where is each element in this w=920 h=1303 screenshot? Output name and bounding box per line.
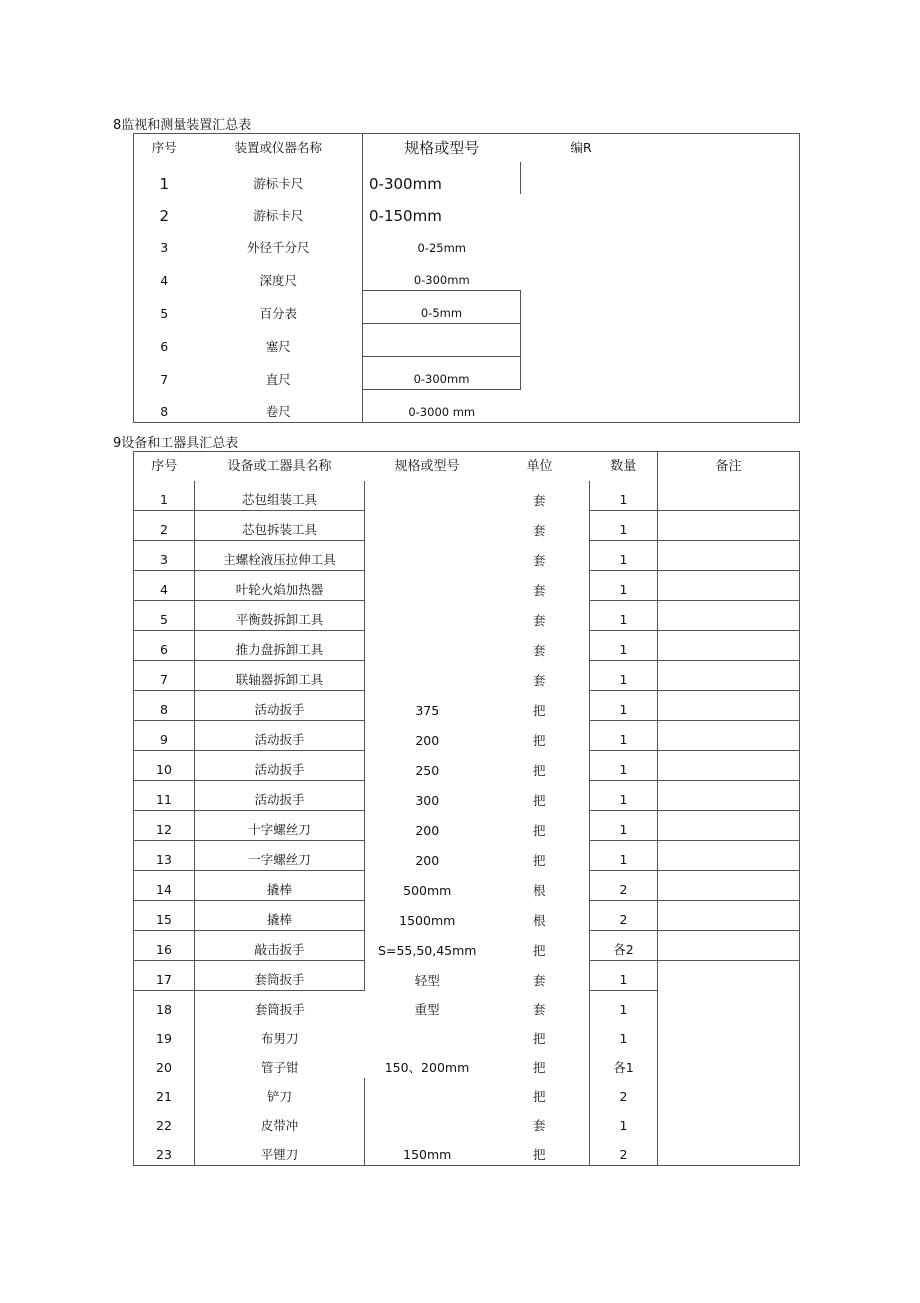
row-note [658, 811, 800, 841]
row-name: 铲刀 [195, 1078, 365, 1107]
table-row [134, 811, 800, 841]
row-spec: 150mm [365, 1136, 490, 1166]
row-note [658, 901, 800, 931]
row-name: 主螺栓液压拉伸工具 [195, 541, 365, 571]
row-name: 活动扳手 [195, 721, 365, 751]
table-row [134, 1078, 800, 1107]
header-qty: 数量 [610, 458, 637, 474]
row-no: 11 [134, 781, 195, 811]
row-unit: 套 [532, 552, 546, 568]
row-no: 1 [159, 175, 170, 193]
row-unit: 套 [532, 672, 546, 688]
row-qty: 1 [590, 511, 658, 541]
row-spec [365, 541, 490, 571]
row-name: 套筒扳手 [195, 991, 365, 1021]
row-no: 16 [134, 931, 195, 961]
table-header-row [134, 134, 800, 163]
row-name: 叶轮火焰加热器 [195, 571, 365, 601]
row-name: 直尺 [265, 371, 291, 387]
row-spec: 200 [365, 811, 490, 841]
row-spec: 0-5mm [363, 291, 521, 324]
row-no: 1 [134, 481, 195, 511]
row-name: 芯包拆装工具 [195, 511, 365, 541]
row-name: 布男刀 [195, 1020, 365, 1049]
row-name: 芯包组装工具 [195, 481, 365, 511]
row-no: 6 [134, 631, 195, 661]
row-spec [365, 1107, 490, 1136]
row-no: 12 [134, 811, 195, 841]
row-note [658, 1049, 800, 1078]
header-no: 序号 [151, 140, 177, 155]
table-row [134, 721, 800, 751]
table-row [134, 481, 800, 511]
row-unit: 套 [532, 972, 546, 988]
row-qty: 2 [590, 1078, 658, 1107]
equipment-rows [134, 481, 800, 1166]
row-spec: 200 [365, 721, 490, 751]
table-row [134, 1107, 800, 1136]
row-spec [365, 601, 490, 631]
row-no: 17 [134, 961, 195, 991]
table-row [134, 1020, 800, 1049]
row-name: 活动扳手 [195, 751, 365, 781]
row-unit: 套 [532, 522, 546, 538]
row-name: 百分表 [259, 305, 297, 321]
table-row [134, 571, 800, 601]
row-note [658, 481, 800, 511]
table-row [134, 691, 800, 721]
row-no: 8 [134, 691, 195, 721]
row-qty: 1 [590, 1020, 658, 1049]
row-unit: 根 [532, 882, 546, 898]
row-spec [365, 661, 490, 691]
row-name: 深度尺 [259, 272, 297, 288]
table-row [134, 841, 800, 871]
row-unit: 把 [532, 792, 546, 808]
row-qty: 1 [590, 661, 658, 691]
header-spec: 规格或型号 [394, 458, 460, 474]
row-name: 外径千分尺 [246, 240, 310, 255]
table-row [134, 291, 800, 324]
section2-title: 9设备和工器具汇总表 [113, 436, 239, 451]
row-note [658, 931, 800, 961]
row-spec [365, 1078, 490, 1107]
row-unit: 把 [532, 1147, 546, 1162]
row-no: 8 [160, 404, 169, 419]
row-unit: 套 [532, 642, 546, 658]
row-qty: 1 [590, 781, 658, 811]
row-spec [363, 324, 521, 357]
measuring-devices-table [133, 133, 800, 423]
header-name: 设备或工器具名称 [227, 458, 332, 474]
row-unit: 把 [532, 702, 546, 718]
row-note [658, 751, 800, 781]
table-row [134, 324, 800, 357]
table-row [134, 1049, 800, 1078]
row-name: 撬棒 [195, 871, 365, 901]
row-unit: 把 [532, 1031, 546, 1046]
row-spec [365, 511, 490, 541]
table-row [134, 511, 800, 541]
row-no: 4 [160, 272, 169, 288]
row-no: 9 [134, 721, 195, 751]
row-unit: 把 [532, 1089, 546, 1104]
row-spec: S=55,50,45mm [365, 931, 490, 961]
row-no: 23 [156, 1147, 172, 1162]
row-no: 5 [160, 305, 169, 321]
row-name: 管子钳 [195, 1049, 365, 1078]
row-no: 2 [134, 511, 195, 541]
table-row [134, 991, 800, 1021]
row-name: 卷尺 [265, 404, 291, 419]
table-row [134, 194, 800, 226]
table-row [134, 601, 800, 631]
row-note [658, 511, 800, 541]
row-name: 套筒扳手 [195, 961, 365, 991]
row-note [658, 631, 800, 661]
row-qty: 1 [590, 541, 658, 571]
table-row [134, 661, 800, 691]
header-code: 编R [570, 140, 592, 155]
row-spec: 250 [365, 751, 490, 781]
table-row [134, 541, 800, 571]
row-spec: 0-300mm [363, 162, 521, 194]
row-no: 3 [160, 240, 169, 255]
row-spec: 0-3000 mm [363, 390, 521, 423]
row-name: 平衡鼓拆卸工具 [195, 601, 365, 631]
row-name: 活动扳手 [195, 781, 365, 811]
row-spec [365, 571, 490, 601]
row-qty: 2 [590, 901, 658, 931]
row-qty: 1 [590, 751, 658, 781]
row-no: 22 [156, 1118, 172, 1133]
row-name: 联轴器拆卸工具 [195, 661, 365, 691]
row-name: 游标卡尺 [253, 176, 304, 191]
row-qty: 各2 [590, 931, 658, 961]
row-note [658, 871, 800, 901]
row-name: 一字螺丝刀 [195, 841, 365, 871]
row-no: 21 [156, 1089, 172, 1104]
row-unit: 套 [532, 612, 546, 628]
row-note [658, 541, 800, 571]
row-spec: 0-300mm [363, 357, 521, 390]
row-no: 6 [160, 338, 169, 354]
row-no: 14 [134, 871, 195, 901]
row-no: 13 [134, 841, 195, 871]
row-qty: 1 [590, 601, 658, 631]
row-unit: 把 [532, 942, 546, 958]
row-note [658, 721, 800, 751]
row-no: 5 [134, 601, 195, 631]
row-no: 3 [134, 541, 195, 571]
row-unit: 套 [532, 1002, 546, 1017]
row-spec: 200 [365, 841, 490, 871]
row-no: 10 [134, 751, 195, 781]
row-qty: 1 [590, 841, 658, 871]
row-name: 十字螺丝刀 [195, 811, 365, 841]
table-row [134, 162, 800, 194]
row-qty: 1 [590, 481, 658, 511]
row-no: 7 [160, 371, 169, 387]
row-note [658, 1078, 800, 1107]
table-row [134, 258, 800, 291]
row-note [658, 841, 800, 871]
row-qty: 1 [590, 631, 658, 661]
row-note [658, 661, 800, 691]
row-unit: 套 [532, 1118, 546, 1133]
row-spec: 500mm [365, 871, 490, 901]
row-name: 游标卡尺 [253, 208, 304, 223]
row-spec: 轻型 [365, 961, 490, 991]
row-no: 15 [134, 901, 195, 931]
row-spec: 150、200mm [384, 1060, 470, 1075]
table-row [134, 751, 800, 781]
row-unit: 套 [532, 492, 546, 508]
header-note: 备注 [658, 452, 800, 482]
table-row [134, 226, 800, 258]
row-spec: 375 [365, 691, 490, 721]
table-row [134, 781, 800, 811]
header-unit: 单位 [526, 458, 553, 474]
row-qty: 1 [590, 721, 658, 751]
row-qty: 1 [590, 811, 658, 841]
row-no: 18 [156, 1002, 172, 1017]
row-spec: 1500mm [365, 901, 490, 931]
header-name: 装置或仪器名称 [234, 140, 322, 155]
row-spec [365, 481, 490, 511]
row-note [658, 1020, 800, 1049]
row-no: 4 [134, 571, 195, 601]
row-note [658, 601, 800, 631]
row-unit: 把 [532, 852, 546, 868]
row-qty: 2 [590, 871, 658, 901]
row-no: 7 [134, 661, 195, 691]
row-note [658, 1107, 800, 1136]
row-unit: 根 [532, 912, 546, 928]
row-name: 平锂刀 [195, 1136, 365, 1166]
row-spec: 0-300mm [363, 258, 521, 291]
row-qty: 1 [590, 991, 658, 1021]
row-no: 2 [159, 207, 170, 225]
row-no: 20 [156, 1060, 172, 1075]
row-name: 塞尺 [265, 338, 291, 354]
table-row [134, 901, 800, 931]
row-qty: 2 [590, 1136, 658, 1166]
row-unit: 套 [532, 582, 546, 598]
row-unit: 把 [532, 762, 546, 778]
row-qty: 1 [590, 691, 658, 721]
row-qty: 各1 [590, 1049, 658, 1078]
table-row [134, 390, 800, 423]
table-header-row [134, 452, 800, 482]
row-qty: 1 [590, 571, 658, 601]
row-name: 敲击扳手 [195, 931, 365, 961]
table-row [134, 871, 800, 901]
row-unit: 把 [532, 732, 546, 748]
row-spec: 300 [365, 781, 490, 811]
section1-title: 8监视和测量装置汇总表 [113, 118, 252, 133]
row-spec [365, 631, 490, 661]
table-row [134, 1136, 800, 1166]
row-unit: 把 [532, 1060, 546, 1075]
row-name: 撬棒 [195, 901, 365, 931]
row-qty: 1 [590, 961, 658, 991]
table-row [134, 631, 800, 661]
table-row [134, 931, 800, 961]
row-spec: 0-25mm [363, 226, 521, 258]
row-note [658, 571, 800, 601]
table-row [134, 357, 800, 390]
row-spec: 重型 [414, 1002, 440, 1017]
row-note [658, 691, 800, 721]
row-unit: 把 [532, 822, 546, 838]
row-no: 19 [156, 1031, 172, 1046]
header-spec: 规格或型号 [363, 134, 521, 163]
table-row [134, 961, 800, 991]
row-name: 活动扳手 [195, 691, 365, 721]
row-spec: 0-150mm [363, 194, 521, 226]
row-note [658, 781, 800, 811]
row-qty: 1 [590, 1107, 658, 1136]
row-name: 推力盘拆卸工具 [195, 631, 365, 661]
row-spec [365, 1020, 490, 1049]
row-note [658, 1136, 800, 1166]
row-name: 皮带冲 [195, 1107, 365, 1136]
row-note [658, 961, 800, 991]
row-note [658, 991, 800, 1021]
header-no: 序号 [151, 458, 178, 474]
equipment-tools-table [133, 451, 800, 1166]
